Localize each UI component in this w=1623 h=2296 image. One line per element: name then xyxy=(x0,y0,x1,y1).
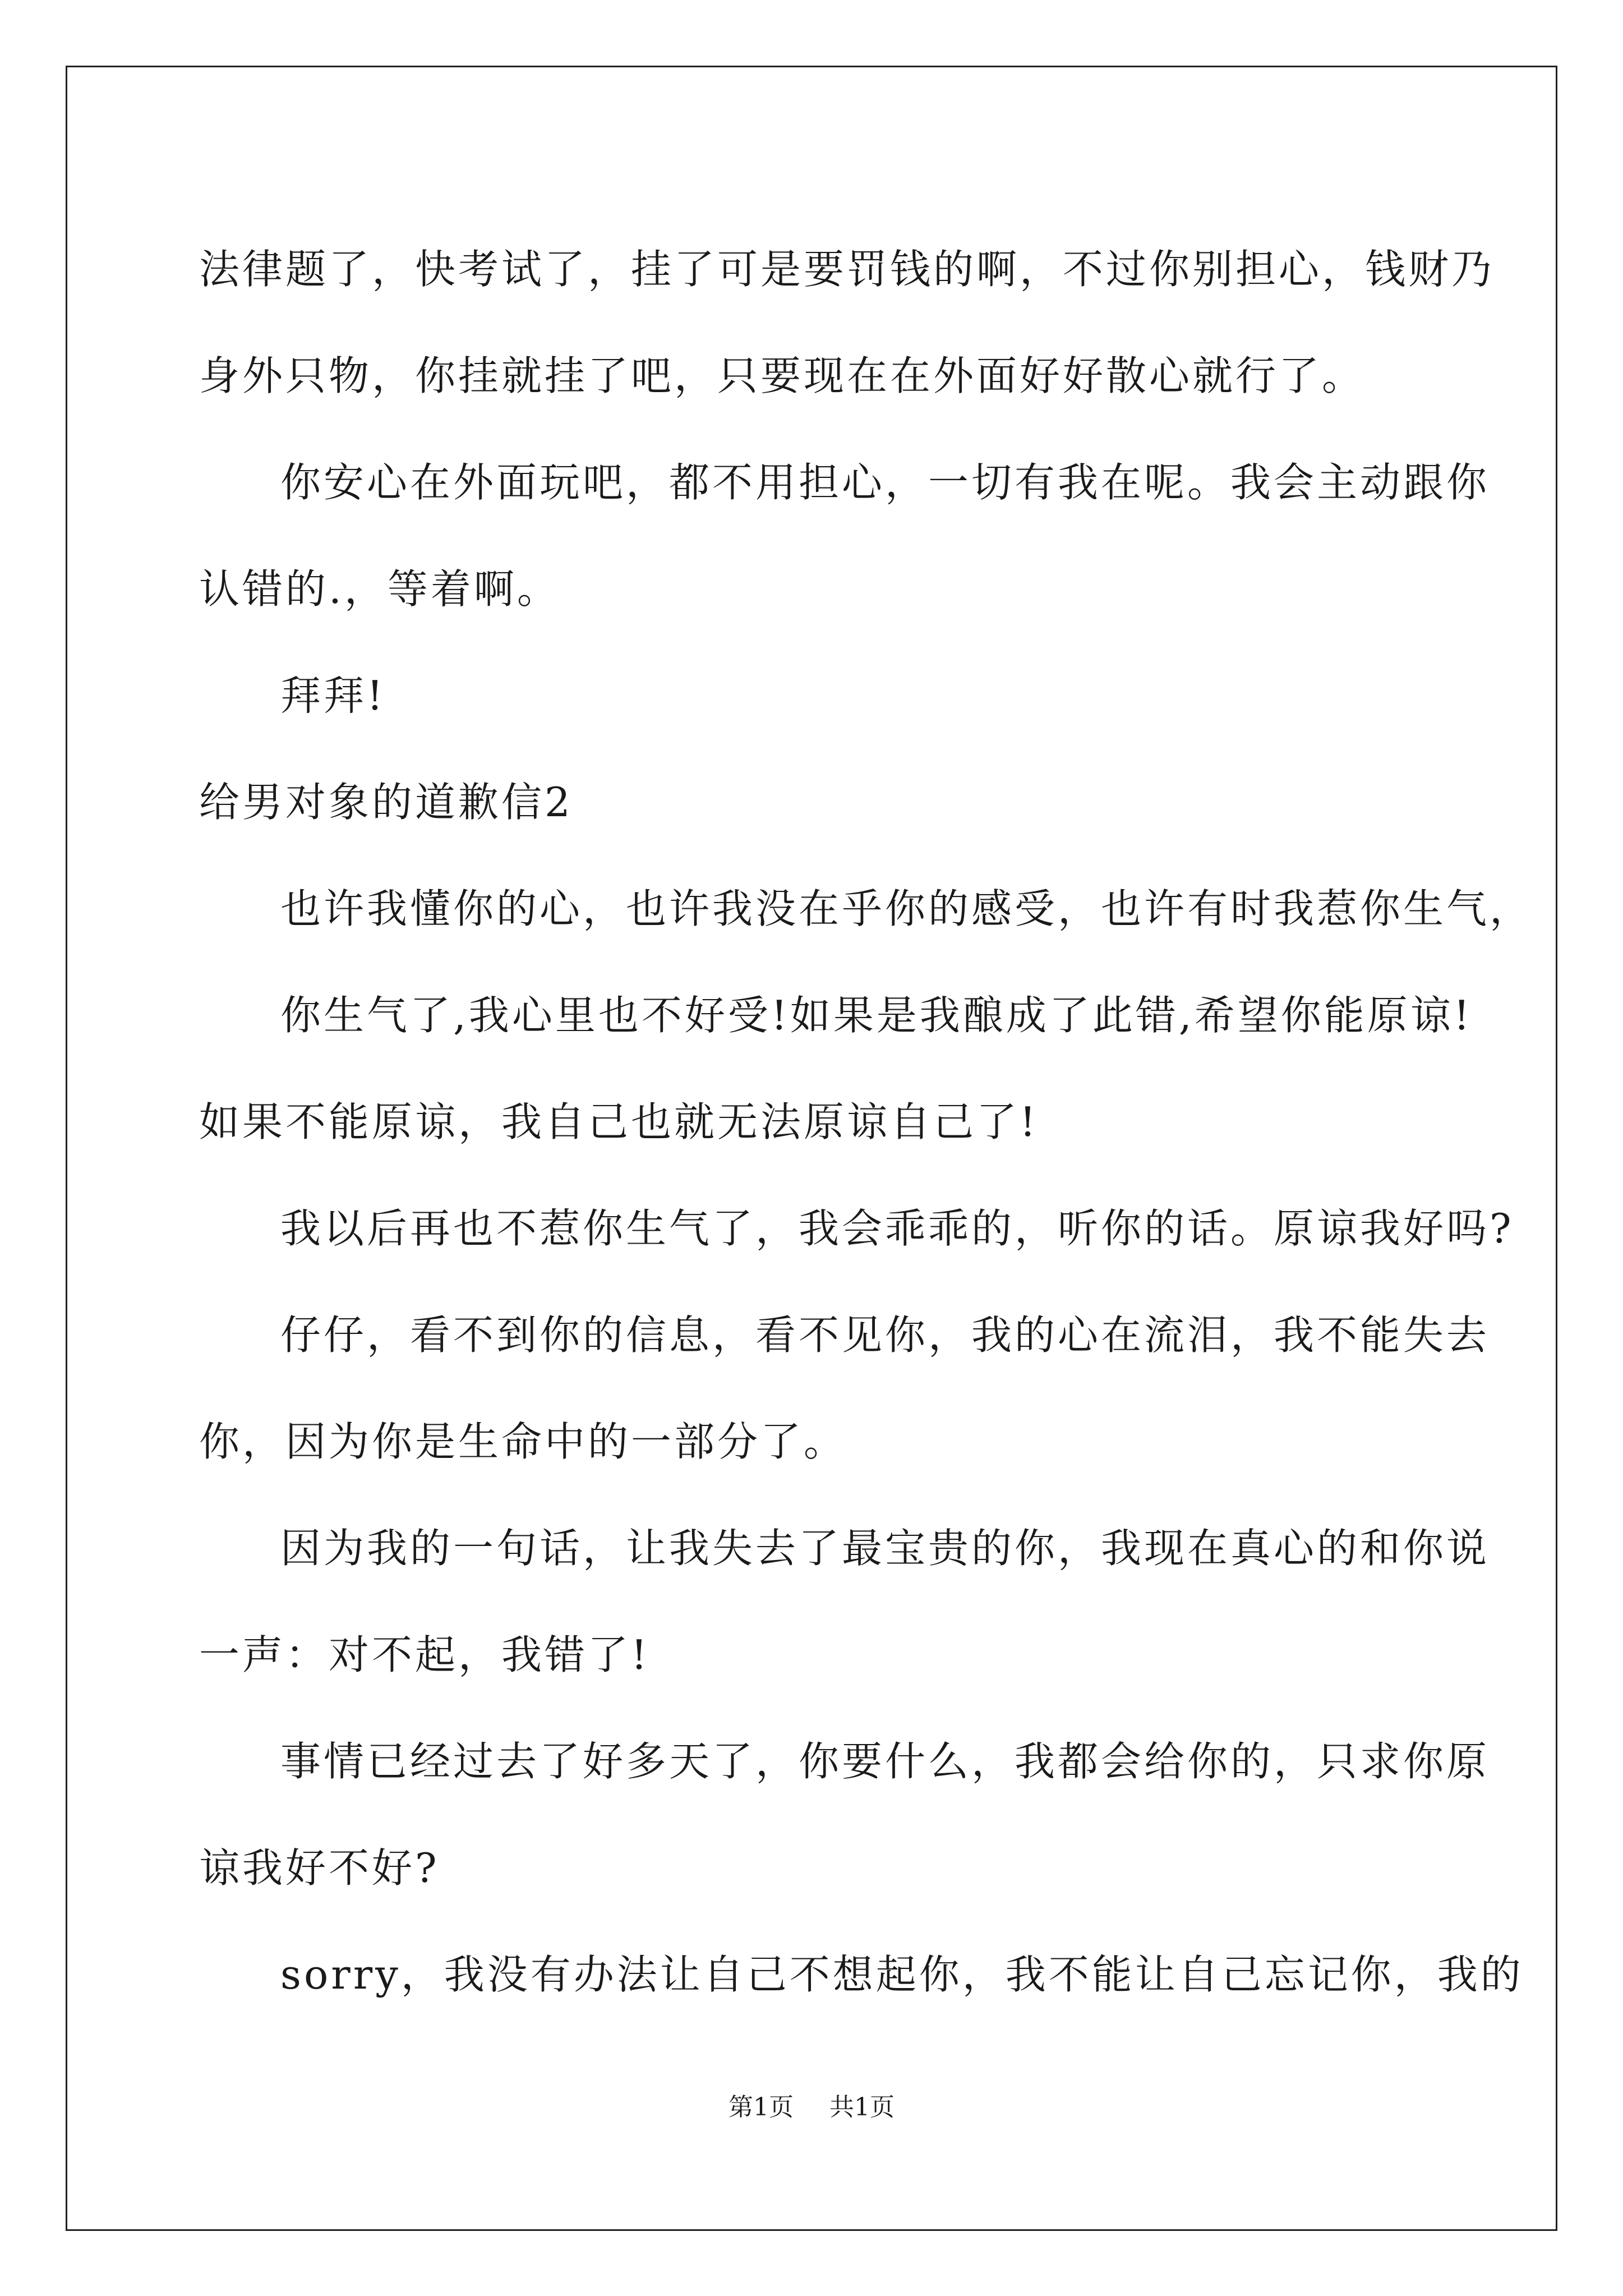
text-line: 仔仔，看不到你的信息，看不见你，我的心在流泪，我不能失去 xyxy=(280,1312,1490,1359)
text-line: 你，因为你是生命中的一部分了。 xyxy=(199,1418,847,1465)
text-line: 因为我的一句话，让我失去了最宝贵的你，我现在真心的和你说 xyxy=(280,1525,1490,1572)
text-line: 身外只物，你挂就挂了吧，只要现在在外面好好散心就行了。 xyxy=(199,352,1366,399)
page-footer xyxy=(0,2087,1623,2123)
text-line: 你安心在外面玩吧，都不用担心，一切有我在呢。我会主动跟你 xyxy=(280,459,1490,506)
text-line: 拜拜! xyxy=(280,672,386,719)
text-line: 也许我懂你的心，也许我没在乎你的感受，也许有时我惹你生气， xyxy=(280,885,1533,932)
page-number: 第1页 xyxy=(728,2093,794,2122)
page-total: 共1页 xyxy=(829,2093,895,2122)
text-line: 事情已经过去了好多天了，你要什么，我都会给你的，只求你原 xyxy=(280,1738,1490,1785)
text-line: sorry，我没有办法让自己不想起你，我不能让自己忘记你，我的 xyxy=(280,1951,1524,1998)
text-line: 我以后再也不惹你生气了，我会乖乖的，听你的话。原谅我好吗? xyxy=(280,1205,1514,1252)
text-line: 你生气了,我心里也不好受!如果是我酿成了此错,希望你能原谅! xyxy=(280,992,1473,1039)
text-line: 如果不能原谅，我自己也就无法原谅自己了! xyxy=(199,1098,1039,1145)
document-body xyxy=(199,216,1533,2028)
text-line: 谅我好不好? xyxy=(199,1844,440,1892)
section-heading: 给男对象的道歉信2 xyxy=(199,779,573,826)
text-line: 认错的.，等着啊。 xyxy=(199,565,560,613)
text-line: 法律题了，快考试了，挂了可是要罚钱的啊，不过你别担心，钱财乃 xyxy=(199,246,1495,293)
text-line: 一声：对不起，我错了! xyxy=(199,1631,650,1678)
